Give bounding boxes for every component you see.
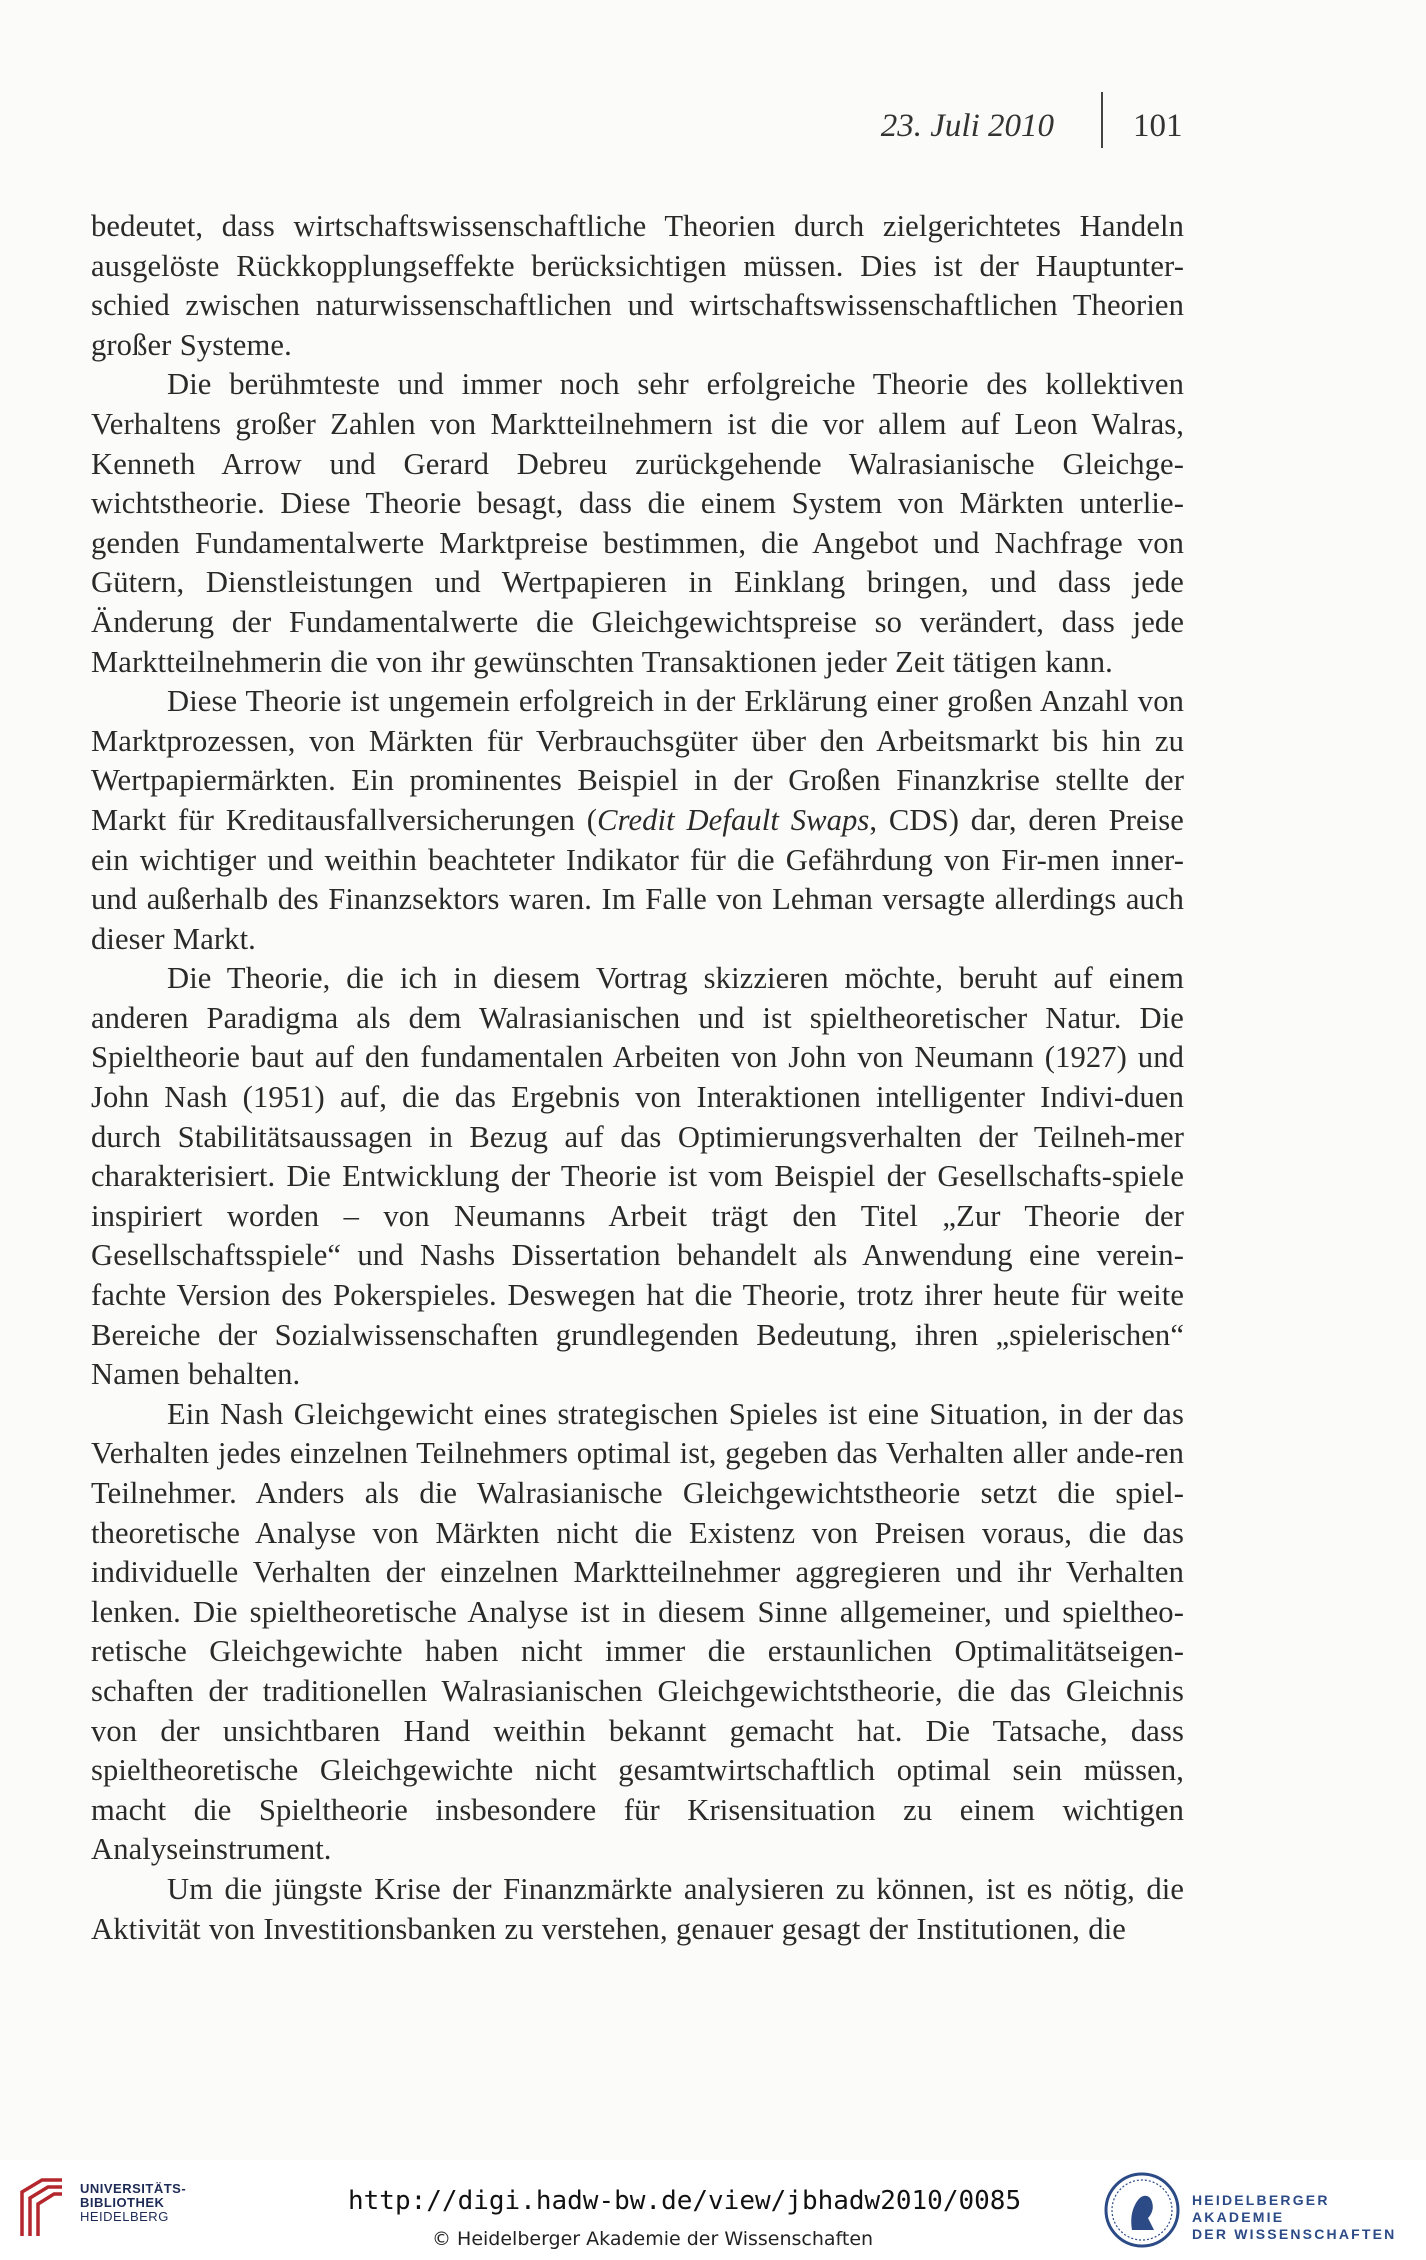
paragraph bbox=[91, 365, 1184, 682]
footer bbox=[0, 2160, 1426, 2260]
hadw-seal-icon bbox=[1102, 2170, 1182, 2250]
page-number: 101 bbox=[1133, 108, 1183, 144]
hadw-line-2: DER WISSENSCHAFTEN bbox=[1192, 2226, 1397, 2242]
ub-line-2: BIBLIOTHEK bbox=[80, 2195, 165, 2210]
paragraph bbox=[91, 682, 1184, 959]
body-text bbox=[91, 207, 1184, 1949]
ub-heidelberg-logo-icon bbox=[16, 2174, 68, 2238]
paragraph-text: Diese Theorie ist ungemein erfolgreich in der Erklärung einer großen Anzahl von Marktprozessen, von Märkten für Verbrauchsgüter über den Arbeitsmarkt bis hin zu Wertpapiermärkten. Ein prominentes Beispiel in der Großen Finanzkrise stellte der Markt für Kreditausfallversicherungen ( bbox=[91, 684, 1184, 837]
paragraph-text: , CDS) dar, deren Preise ein wichtiger und weithin beachteter Indikator für die Gefährdung von Fir-men inner- und außerhalb des Finanzsektors waren. Im Falle von Lehman versagte allerdings auch dieser Markt. bbox=[91, 802, 1184, 956]
italic-term: Credit Default Swaps bbox=[597, 802, 870, 837]
source-url-link[interactable]: http://digi.hadw-bw.de/view/jbhadw2010/0085 bbox=[348, 2186, 1022, 2216]
header-date: 23. Juli 2010 bbox=[880, 108, 1054, 144]
paragraph bbox=[91, 959, 1184, 1395]
paragraph bbox=[91, 1395, 1184, 1870]
ub-line-3: HEIDELBERG bbox=[80, 2209, 169, 2224]
paragraph-text: Ein Nash Gleichgewicht eines strategischen Spieles ist eine Situation, in der das Verhalten jedes einzelnen Teilnehmers optimal ist, gegeben das Verhalten aller ande-ren Teilnehmer. Anders als die Walrasianische Gleichgewichtstheorie setzt die spiel-theoretische Analyse von Märkten nicht die Existenz von Preisen voraus, die das individuelle Verhalten der einzelnen Marktteilnehmer aggregieren und ihr Verhalten lenken. Die spieltheoretische Analyse ist in diesem Sinne allgemeiner, und spieltheo-retische Gleichgewichte haben nicht immer die erstaunlichen Optimalitätseigen-schaften der traditionellen Walrasianischen Gleichgewichtstheorie, die das Gleichnis von der unsichtbaren Hand weithin bekannt gemacht hat. Die Tatsache, dass spieltheoretische Gleichgewichte nicht gesamtwirtschaftlich optimal sein müssen, macht die Spieltheorie insbesondere für Krisensituation zu einem wichtigen Analyseinstrument. bbox=[91, 1396, 1184, 1867]
copyright-notice: © Heidelberger Akademie der Wissenschaften bbox=[432, 2228, 874, 2250]
ub-line-1: UNIVERSITÄTS- bbox=[80, 2181, 187, 2196]
paragraph bbox=[91, 207, 1184, 365]
ub-heidelberg-wordmark bbox=[80, 2182, 186, 2224]
paragraph-text: Die Theorie, die ich in diesem Vortrag skizzieren möchte, beruht auf einem anderen Paradigma als dem Walrasianischen und ist spieltheoretischer Natur. Die Spieltheorie baut auf den fundamentalen Arbeiten von John von Neumann (1927) und John Nash (1951) auf, die das Ergebnis von Interaktionen intelligenter Indivi-duen durch Stabilitätsaussagen in Bezug auf das Optimierungsverhalten der Teilneh-mer charakterisiert. Die Entwicklung der Theorie ist vom Beispiel der Gesellschafts-spiele inspiriert worden – von Neumanns Arbeit trägt den Titel „Zur Theorie der Gesellschaftsspiele“ und Nashs Dissertation behandelt als Anwendung eine verein-fachte Version des Pokerspieles. Deswegen hat die Theorie, trotz ihrer heute für weite Bereiche der Sozialwissenschaften grundlegenden Bedeutung, ihren „spielerischen“ Namen behalten. bbox=[91, 961, 1184, 1392]
running-header bbox=[0, 104, 1426, 164]
paragraph-text: bedeutet, dass wirtschaftswissenschaftliche Theorien durch zielgerichtetes Handeln ausgelöste Rückkopplungseffekte berücksichtigen müssen. Dies ist der Hauptunter-schied zwischen naturwissenschaftlichen und wirtschaftswissenschaftlichen Theorien großer Systeme. bbox=[91, 209, 1184, 362]
hadw-wordmark bbox=[1192, 2192, 1426, 2243]
paragraph bbox=[91, 1870, 1184, 1949]
header-divider bbox=[1101, 92, 1103, 148]
paragraph-text: Um die jüngste Krise der Finanzmärkte analysieren zu können, ist es nötig, die Aktivität von Investitionsbanken zu verstehen, genauer gesagt der Institutionen, die bbox=[91, 1871, 1184, 1946]
hadw-line-1: HEIDELBERGER AKADEMIE bbox=[1192, 2192, 1330, 2225]
paragraph-text: Die berühmteste und immer noch sehr erfolgreiche Theorie des kollektiven Verhaltens großer Zahlen von Marktteilnehmern ist die vor allem auf Leon Walras, Kenneth Arrow und Gerard Debreu zurückgehende Walrasianische Gleichge-wichtstheorie. Diese Theorie besagt, dass die einem System von Märkten unterlie-genden Fundamentalwerte Marktpreise bestimmen, die Angebot und Nachfrage von Gütern, Dienstleistungen und Wertpapieren in Einklang bringen, und dass jede Änderung der Fundamentalwerte die Gleichgewichtspreise so verändert, dass jede Marktteilnehmerin die von ihr gewünschten Transaktionen jeder Zeit tätigen kann. bbox=[91, 367, 1184, 679]
